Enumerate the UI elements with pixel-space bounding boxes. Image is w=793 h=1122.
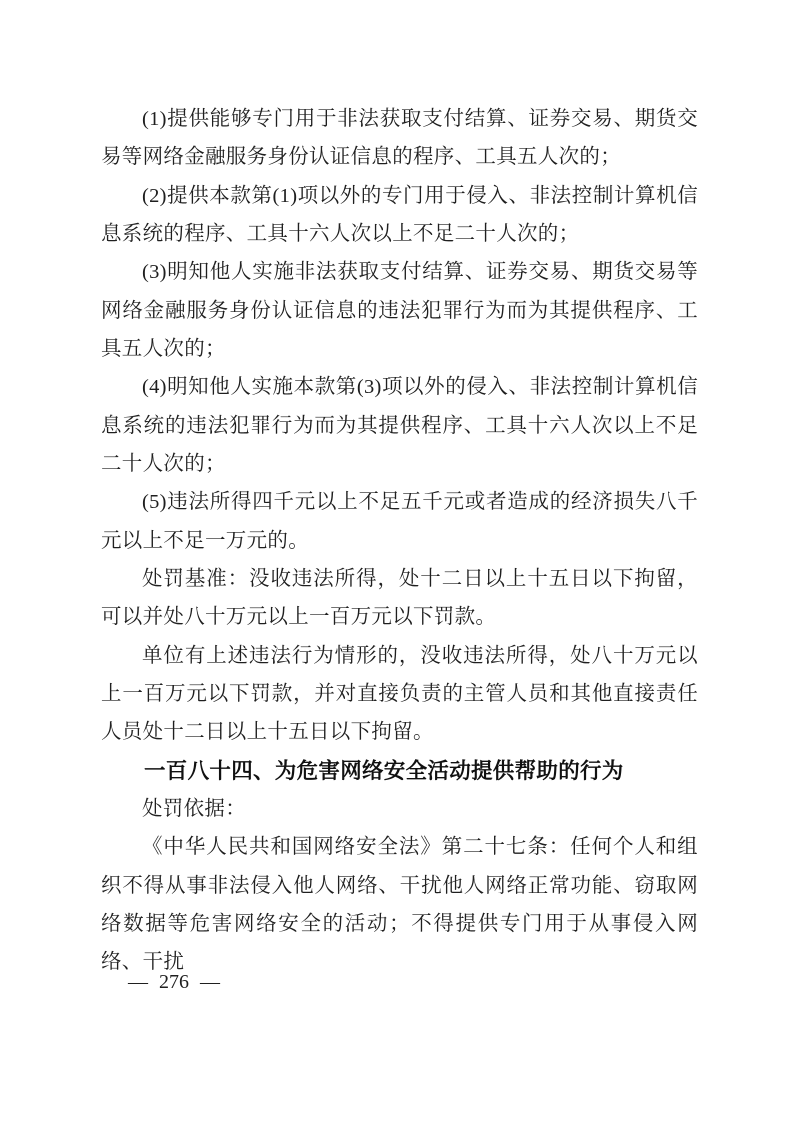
list-item-3: (3)明知他人实施非法获取支付结算、证券交易、期货交易等网络金融服务身份认证信息的违法犯罪行为而为其提供程序、工具五人次的； (101, 261, 698, 360)
list-item-1: (1)提供能够专门用于非法获取支付结算、证券交易、期货交易等网络金融服务身份认证信息的程序、工具五人次的； (101, 108, 698, 169)
list-item-5: (5)违法所得四千元以上不足五千元或者造成的经济损失八千元以上不足一万元的。 (101, 491, 698, 552)
page-footer (128, 969, 220, 995)
section-heading-184: 一百八十四、为危害网络安全活动提供帮助的行为 (144, 758, 624, 783)
footer-left-dash: — (128, 971, 148, 993)
penalty-basis-label: 处罚依据： (142, 797, 246, 820)
law-citation-paragraph: 《中华人民共和国网络安全法》第二十七条：任何个人和组织不得从事非法侵入他人网络、干扰他人网络正常功能、窃取网络数据等危害网络安全的活动；不得提供专门用于从事侵入网络、干扰 (101, 836, 698, 974)
penalty-standard-paragraph: 处罚基准：没收违法所得，处十二日以上十五日以下拘留，可以并处八十万元以上一百万元以下罚款。 (101, 567, 698, 629)
unit-penalty-paragraph: 单位有上述违法行为情形的，没收违法所得，处八十万元以上一百万元以下罚款，并对直接负责的主管人员和其他直接责任人员处十二日以上十五日以下拘留。 (101, 644, 698, 744)
footer-right-dash: — (200, 971, 220, 993)
page-number: 276 (159, 971, 189, 993)
page-body-text (101, 100, 698, 982)
list-item-2: (2)提供本款第(1)项以外的专门用于侵入、非法控制计算机信息系统的程序、工具十六人次以上不足二十人次的； (101, 184, 698, 245)
list-item-4: (4)明知他人实施本款第(3)项以外的侵入、非法控制计算机信息系统的违法犯罪行为而为其提供程序、工具十六人次以上不足二十人次的； (101, 376, 698, 475)
